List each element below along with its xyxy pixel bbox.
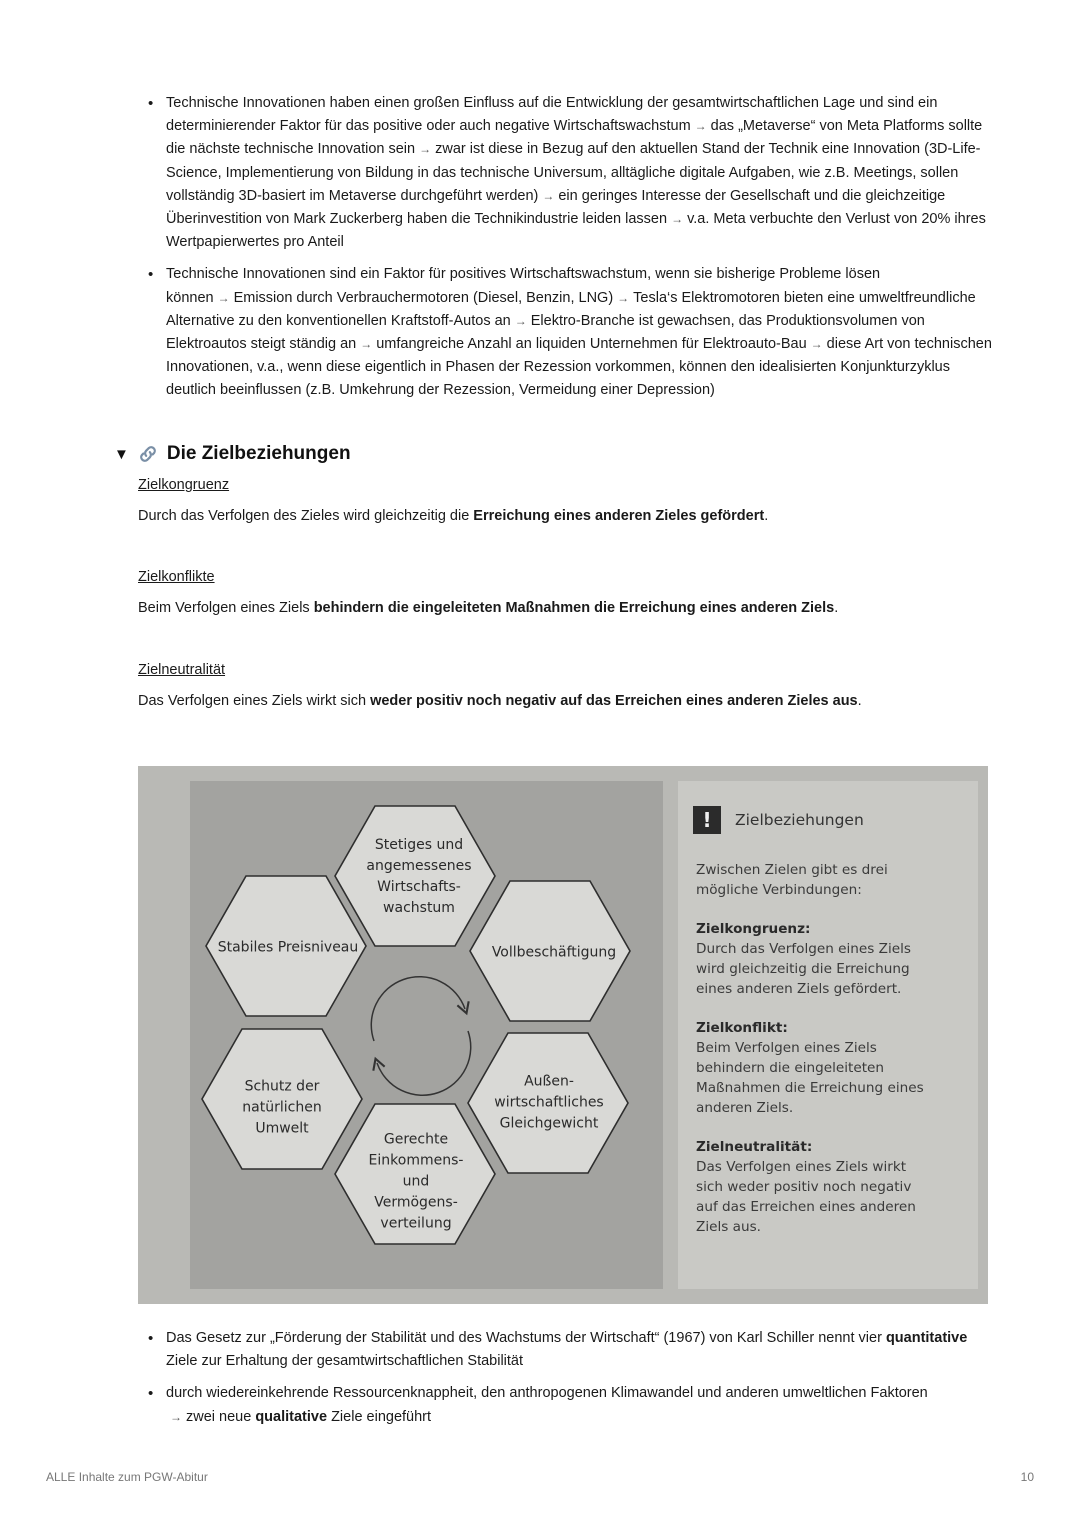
- term-zielkongruenz: Zielkongruenz: [138, 477, 230, 493]
- text-run: Ziele eingeführt: [327, 1408, 432, 1425]
- exclamation-icon: !: [693, 806, 721, 834]
- page-number: 10: [1020, 1470, 1034, 1484]
- arrow-icon: →: [617, 290, 630, 305]
- text-run: durch wiedereinkehrende Ressourcenknappheit, den anthropogenen Klimawandel und anderen umweltlichen Faktoren: [166, 1385, 928, 1402]
- info-box-intro: Zwischen Zielen gibt es drei mögliche Verbindungen:: [696, 862, 888, 898]
- info-box-item: Zielneutralität: Das Verfolgen eines Ziels wirkt sich weder positiv noch negativ auf das Erreichen eines anderen Ziels aus.: [696, 1139, 916, 1235]
- info-box-body: [696, 860, 966, 1256]
- arrow-icon: →: [542, 188, 555, 203]
- bullet-list-bottom: [146, 1327, 996, 1438]
- text-run: Ziele zur Erhaltung der gesamtwirtschaftlichen Stabilität: [166, 1353, 524, 1370]
- hexagon-label-aussenwirtschaft: Außen- wirtschaftliches Gleichgewicht: [494, 1073, 604, 1132]
- bullet-item: [146, 263, 996, 402]
- hexagon-label-umwelt: Schutz der natürlichen Umwelt: [242, 1078, 322, 1137]
- bullet-item: [146, 1382, 996, 1428]
- bold-text: quantitative: [885, 1330, 968, 1346]
- text-run: Tesla‘s Elektromotoren bieten eine umweltfreundliche Alternative zu den konventionellen Kraftstoff-Autos an: [166, 289, 976, 329]
- definition-zielneutralitaet: Das Verfolgen eines Ziels wirkt sich weder positiv noch negativ auf das Erreichen eines anderen Zieles aus.: [138, 693, 862, 709]
- arrow-icon: →: [360, 337, 373, 352]
- section-title: Die Zielbeziehungen: [166, 443, 351, 464]
- bullet-list-top: [146, 92, 996, 412]
- footer-title: ALLE Inhalte zum PGW-Abitur: [46, 1470, 208, 1484]
- hexagon-label-preisniveau: Stabiles Preisniveau: [217, 939, 359, 956]
- text-run: Elektro-Branche ist gewachsen, das Produktionsvolumen von Elektroautos steigt ständig an: [166, 312, 925, 353]
- text-run: diese Art von technischen Innovationen, v.a., wenn diese eigentlich in Phasen der Rezession vorkommen, können den idealisierten Konjunkturzyklus deutlich beeinflussen (z.B. Umkehrung der Rezession, Vermeidung einer Depression): [166, 336, 992, 399]
- arrow-icon: →: [514, 313, 527, 328]
- arrow-icon: →: [694, 119, 707, 134]
- bold-text: qualitative: [255, 1408, 328, 1425]
- definition-zielkongruenz: Durch das Verfolgen des Zieles wird gleichzeitig die Erreichung eines anderen Zieles gefördert.: [138, 508, 769, 524]
- arrow-icon: →: [419, 142, 432, 157]
- info-box-title: Zielbeziehungen: [735, 811, 864, 829]
- zielbeziehungen-figure: [138, 766, 988, 1304]
- arrow-icon: →: [170, 1409, 182, 1424]
- hexagon-label-vollbeschaeftigung: Vollbeschäftigung: [491, 944, 617, 961]
- link-icon: [137, 443, 159, 465]
- term-zielkonflikte: Zielkonflikte: [138, 569, 215, 585]
- arrow-icon: →: [217, 290, 230, 305]
- info-box-item: Zielkongruenz: Durch das Verfolgen eines Ziels wird gleichzeitig die Erreichung eines anderen Ziels gefördert.: [696, 921, 911, 997]
- collapse-toggle-icon[interactable]: ▼: [114, 445, 129, 463]
- hexagon-label-verteilung: Gerechte Einkommens- und Vermögens- verteilung: [368, 1131, 464, 1232]
- arrow-icon: →: [671, 212, 684, 227]
- text-run: Emission durch Verbrauchermotoren (Diesel, Benzin, LNG): [233, 289, 614, 306]
- text-run: Das Gesetz zur „Förderung der Stabilität und des Wachstums der Wirtschaft“ (1967) von Karl Schiller nennt vier: [166, 1330, 886, 1346]
- info-box-item: Zielkonflikt: Beim Verfolgen eines Ziels behindern die eingeleiteten Maßnahmen die Erreichung eines anderen Ziels.: [696, 1020, 924, 1116]
- section-heading: [114, 443, 351, 465]
- bullet-item: [146, 1327, 996, 1373]
- text-run: ein geringes Interesse der Gesellschaft und die gleichzeitige Überinvestition von Mark Zuckerberg haben die Technikindustrie leiden lassen: [166, 187, 946, 228]
- text-run: zwei neue: [186, 1408, 256, 1425]
- arrow-icon: →: [810, 337, 823, 352]
- definition-zielkonflikte: Beim Verfolgen eines Ziels behindern die eingeleiteten Maßnahmen die Erreichung eines anderen Ziels.: [138, 600, 839, 616]
- term-zielneutralitaet: Zielneutralität: [138, 662, 226, 678]
- info-box-header: [693, 806, 864, 834]
- text-run: umfangreiche Anzahl an liquiden Unternehmen für Elektroauto-Bau: [376, 336, 807, 353]
- text-run: zwar ist diese in Bezug auf den aktuellen Stand der Technik eine Innovation (3D-Life-Science, Implementierung von Bildung in das technische Universum, alltägliche digitale Aufgaben, wie z.B. Meetings, sollen vollständig 3D-basiert im Metaverse durchgeführt werden): [166, 141, 981, 204]
- cycle-arrows-icon: [371, 977, 470, 1095]
- text-run: v.a. Meta verbuchte den Verlust von 20% ihres Wertpapierwertes pro Anteil: [166, 211, 986, 251]
- text-run: Technische Innovationen haben einen großen Einfluss auf die Entwicklung der gesamtwirtschaftlichen Lage und sind ein determinierender Faktor für das positive oder auch negative Wirtschaftswachstum: [166, 95, 938, 135]
- bullet-item: [146, 92, 996, 254]
- text-run: das „Metaverse“ von Meta Platforms sollte die nächste technische Innovation sein: [166, 118, 983, 158]
- hexagon-label-wachstum: Stetiges und angemessenes Wirtschafts- wachstum: [366, 837, 472, 916]
- text-run: Technische Innovationen sind ein Faktor für positives Wirtschaftswachstum, wenn sie bisherige Probleme lösen können: [166, 266, 881, 306]
